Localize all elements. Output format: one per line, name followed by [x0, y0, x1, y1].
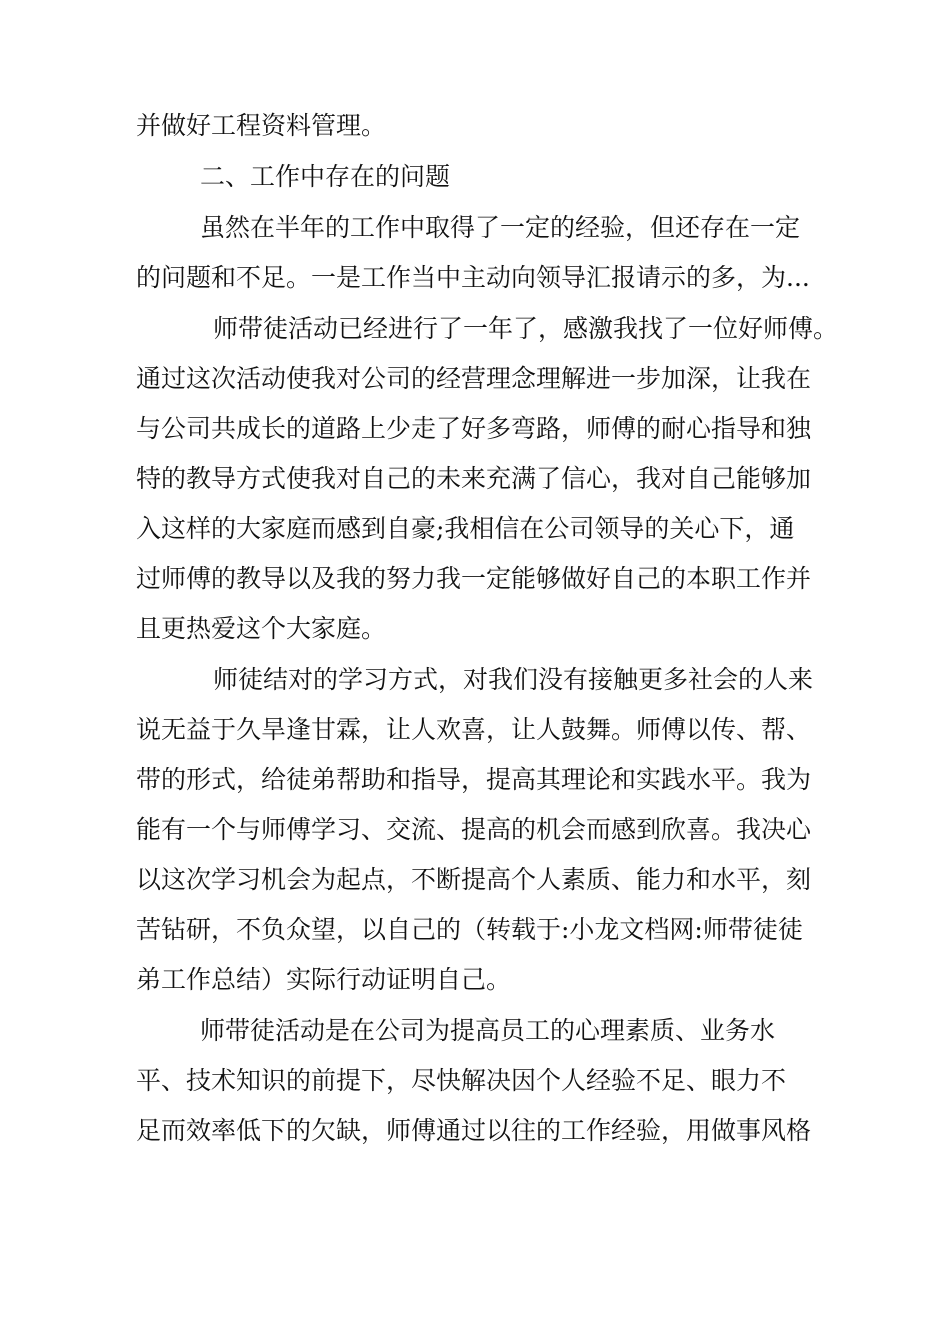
text-line-8: 特的教导方式使我对自己的未来充满了信心，我对自己能够加 — [136, 464, 812, 493]
text-line-18: 弟工作总结）实际行动证明自己。 — [136, 965, 512, 994]
text-line-10: 过师傅的教导以及我的努力我一定能够做好自己的本职工作并 — [136, 564, 812, 593]
text-line-12: 师徒结对的学习方式，对我们没有接触更多社会的人来 — [213, 665, 814, 694]
text-line-16: 以这次学习机会为起点，不断提高个人素质、能力和水平，刻 — [136, 865, 812, 894]
text-line-3: 虽然在半年的工作中取得了一定的经验，但还存在一定 — [200, 213, 801, 242]
text-line-20: 平、技术知识的前提下，尽快解决因个人经验不足、眼力不 — [136, 1066, 787, 1095]
text-line-4: 的问题和不足。一是工作当中主动向领导汇报请示的多，为... — [136, 263, 810, 292]
text-line-17: 苦钻研，不负众望，以自己的（转载于:小龙文档网:师带徒徒 — [136, 915, 803, 944]
text-line-5: 师带徒活动已经进行了一年了，感激我找了一位好师傅。 — [213, 314, 839, 343]
text-line-6: 通过这次活动使我对公司的经营理念理解进一步加深，让我在 — [136, 364, 812, 393]
text-line-9: 入这样的大家庭而感到自豪;我相信在公司领导的关心下，通 — [136, 514, 795, 543]
text-line-19: 师带徒活动是在公司为提高员工的心理素质、业务水 — [200, 1016, 776, 1045]
text-line-13: 说无益于久旱逢甘霖，让人欢喜，让人鼓舞。师傅以传、帮、 — [136, 715, 812, 744]
text-line-7: 与公司共成长的道路上少走了好多弯路，师傅的耐心指导和独 — [136, 414, 812, 443]
section-heading-problems: 二、工作中存在的问题 — [200, 162, 451, 191]
text-line-21: 足而效率低下的欠缺，师傅通过以往的工作经验，用做事风格 — [136, 1116, 812, 1145]
text-line-14: 带的形式，给徒弟帮助和指导，提高其理论和实践水平。我为 — [136, 765, 812, 794]
text-line-1: 并做好工程资料管理。 — [136, 111, 387, 140]
text-line-11: 且更热爱这个大家庭。 — [136, 614, 387, 643]
text-line-15: 能有一个与师傅学习、交流、提高的机会而感到欣喜。我决心 — [136, 815, 812, 844]
